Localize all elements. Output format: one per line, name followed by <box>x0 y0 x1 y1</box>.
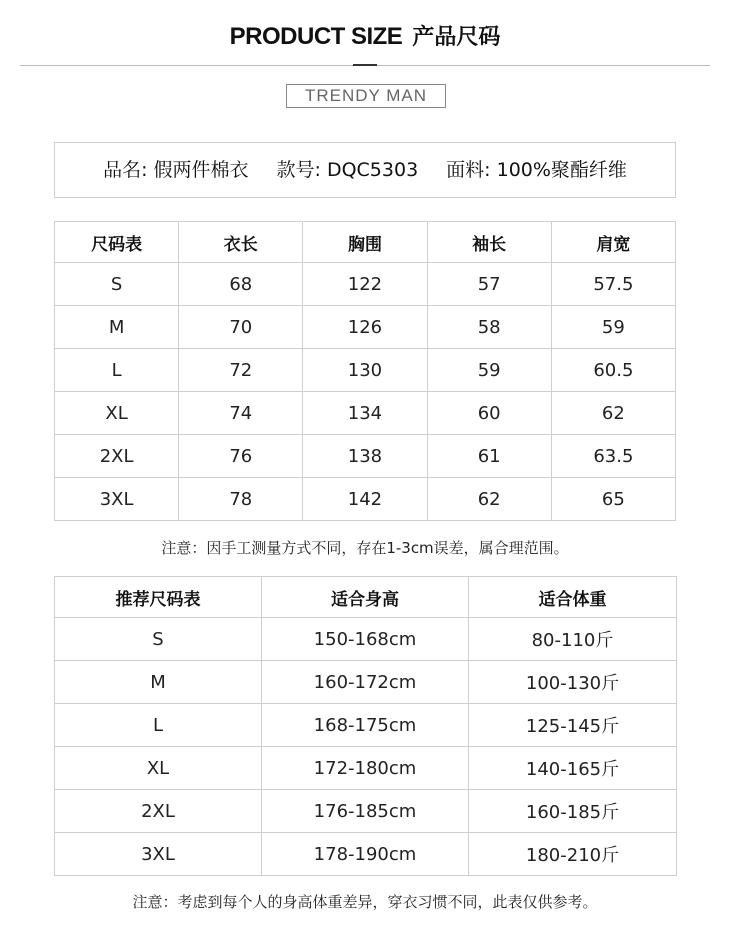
measurement-note: 注意：因手工测量方式不同，存在1-3cm误差，属合理范围。 <box>161 539 569 557</box>
table-cell: 72 <box>179 349 303 392</box>
header-cell: 衣长 <box>179 222 303 263</box>
table-cell: 60 <box>427 392 551 435</box>
table-cell: 63.5 <box>551 435 675 478</box>
table-cell: M <box>55 661 262 704</box>
table-cell: 59 <box>427 349 551 392</box>
table-cell: 150-168cm <box>262 618 469 661</box>
header-cell: 推荐尺码表 <box>55 577 262 618</box>
table-row <box>55 618 677 661</box>
table-cell: 2XL <box>55 435 179 478</box>
table-cell: XL <box>55 392 179 435</box>
title-en: PRODUCT SIZE <box>229 23 403 50</box>
table-cell: 134 <box>303 392 427 435</box>
page-header <box>0 20 730 51</box>
table-cell: 125-145斤 <box>469 704 677 747</box>
header-cell: 适合体重 <box>469 577 677 618</box>
table-cell: XL <box>55 747 262 790</box>
table-row <box>55 349 676 392</box>
size-table-header <box>55 222 676 263</box>
table-row <box>55 392 676 435</box>
table-row <box>55 435 676 478</box>
table-cell: 180-210斤 <box>469 833 677 876</box>
table-cell: 58 <box>427 306 551 349</box>
table-cell: L <box>55 704 262 747</box>
table-cell: 80-110斤 <box>469 618 677 661</box>
table-row <box>55 478 676 521</box>
table-row <box>55 747 677 790</box>
table-cell: 138 <box>303 435 427 478</box>
table-cell: 140-165斤 <box>469 747 677 790</box>
table-cell: 176-185cm <box>262 790 469 833</box>
table-cell: 76 <box>179 435 303 478</box>
table-cell: 65 <box>551 478 675 521</box>
table-cell: 57.5 <box>551 263 675 306</box>
table-cell: 70 <box>179 306 303 349</box>
rec-table-header <box>55 577 677 618</box>
table-cell: 126 <box>303 306 427 349</box>
table-cell: S <box>55 263 179 306</box>
title-cn: 产品尺码 <box>412 25 501 50</box>
table-row <box>55 661 677 704</box>
table-row <box>55 833 677 876</box>
size-table <box>54 221 676 521</box>
header-cell: 胸围 <box>303 222 427 263</box>
table-cell: 61 <box>427 435 551 478</box>
table-cell: 57 <box>427 263 551 306</box>
table-cell: 60.5 <box>551 349 675 392</box>
table-cell: 130 <box>303 349 427 392</box>
header-cell: 适合身高 <box>262 577 469 618</box>
tagline: TRENDY MAN <box>286 84 446 108</box>
table-cell: 168-175cm <box>262 704 469 747</box>
table-cell: 178-190cm <box>262 833 469 876</box>
table-cell: 172-180cm <box>262 747 469 790</box>
table-row <box>55 790 677 833</box>
product-name: 品名: 假两件棉衣 <box>103 159 249 181</box>
header-cell: 肩宽 <box>551 222 675 263</box>
table-cell: 68 <box>179 263 303 306</box>
table-cell: 3XL <box>55 478 179 521</box>
header-cell: 尺码表 <box>55 222 179 263</box>
table-cell: 142 <box>303 478 427 521</box>
table-row <box>55 704 677 747</box>
product-info <box>54 142 676 198</box>
table-cell: 62 <box>551 392 675 435</box>
table-cell: 59 <box>551 306 675 349</box>
table-row <box>55 306 676 349</box>
table-cell: S <box>55 618 262 661</box>
table-cell: 122 <box>303 263 427 306</box>
table-cell: 62 <box>427 478 551 521</box>
divider-accent <box>353 64 377 66</box>
table-cell: 3XL <box>55 833 262 876</box>
table-cell: 74 <box>179 392 303 435</box>
product-material: 面料: 100%聚酯纤维 <box>446 159 627 181</box>
product-model: 款号: DQC5303 <box>276 159 419 181</box>
recommended-size-table <box>54 576 677 876</box>
reference-note: 注意：考虑到每个人的身高体重差异，穿衣习惯不同，此表仅供参考。 <box>132 893 598 911</box>
table-cell: 100-130斤 <box>469 661 677 704</box>
table-cell: L <box>55 349 179 392</box>
table-cell: 78 <box>179 478 303 521</box>
table-cell: 160-185斤 <box>469 790 677 833</box>
table-cell: 160-172cm <box>262 661 469 704</box>
table-row <box>55 263 676 306</box>
table-cell: 2XL <box>55 790 262 833</box>
header-cell: 袖长 <box>427 222 551 263</box>
table-cell: M <box>55 306 179 349</box>
